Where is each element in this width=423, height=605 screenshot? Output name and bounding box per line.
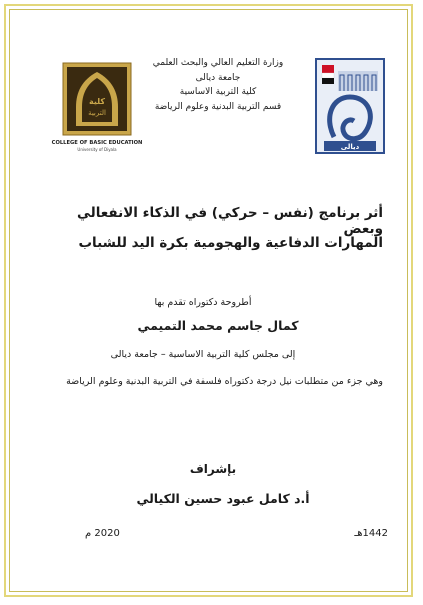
department-name: قسم التربية البدنية وعلوم الرياضة: [154, 101, 282, 112]
gregorian-year: 2020 م: [85, 528, 120, 539]
thesis-title-line-1: أثر برنامج (نفس – حركي) في الذكاء الانفعالي وبعض: [77, 205, 383, 237]
author-name: كمال جاسم محمد التميمي: [137, 318, 299, 333]
university-name: جامعة ديالى: [195, 72, 241, 83]
svg-text:التربية: التربية: [88, 109, 106, 117]
council-statement: إلى مجلس كلية التربية الاساسية – جامعة ديالى: [110, 349, 296, 360]
thesis-intro: أطروحة دكتوراه تقدم بها: [154, 297, 252, 308]
college-logo: [51, 62, 143, 152]
university-logo: [314, 57, 386, 157]
college-name: كلية التربية الاساسية: [179, 87, 257, 97]
degree-statement: وهي جزء من متطلبات نيل درجة دكتوراه فلسفة في التربية البدنية وعلوم الرياضة: [66, 376, 383, 387]
institution-header: [143, 56, 293, 114]
ministry-name: وزارة التعليم العالي والبحث العلمي: [152, 58, 284, 68]
hijri-year: 1442هـ: [354, 528, 388, 539]
supervisor-name: أ.د كامل عبود حسين الكيالي: [136, 491, 310, 506]
thesis-title-line-2: المهارات الدفاعية والهجومية بكرة اليد للشباب: [78, 235, 383, 251]
supervision-label: بإشراف: [189, 462, 237, 476]
svg-text:كلية: كلية: [88, 97, 106, 106]
university-logo-caption: ديالى: [340, 143, 360, 151]
college-logo-caption: COLLEGE OF BASIC EDUCATION: [51, 140, 143, 146]
college-logo-subcaption: University of Diyala: [77, 147, 117, 152]
